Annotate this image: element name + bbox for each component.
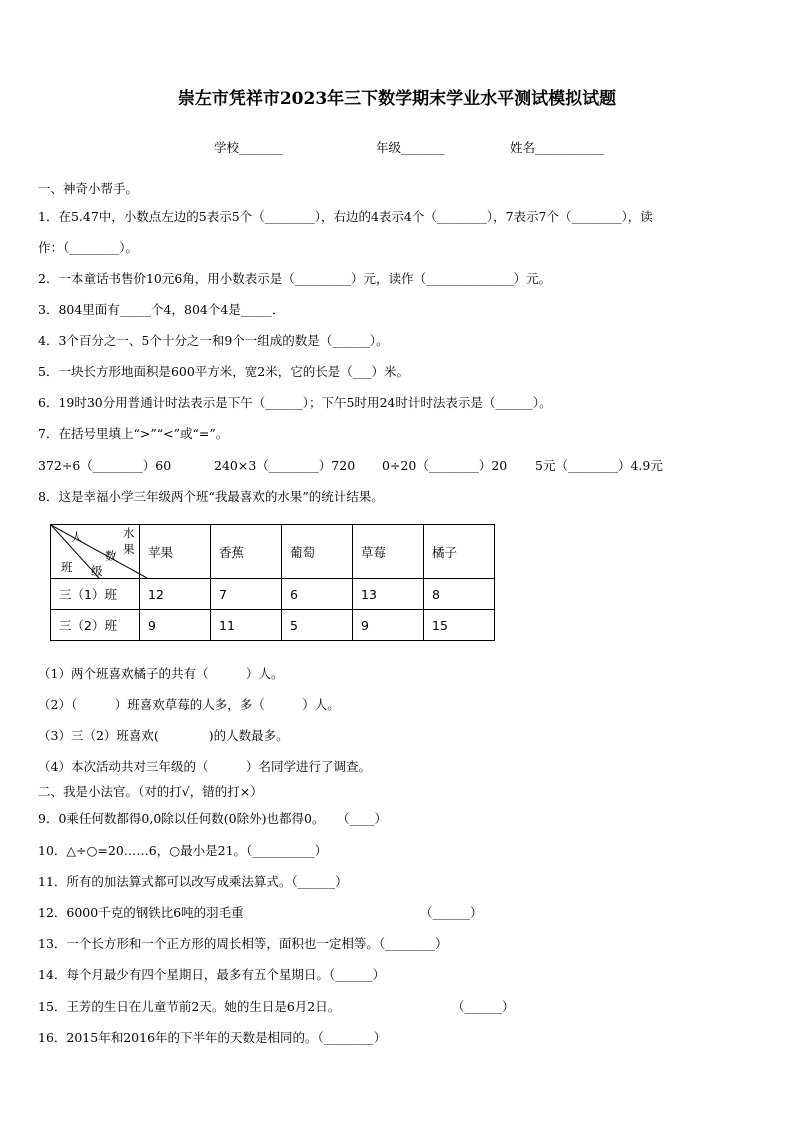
question-16: 16．2015年和2016年的下半年的天数是相同的。（________） xyxy=(38,1030,387,1045)
table-cell: 13 xyxy=(353,579,424,610)
table-header-cell: 葡萄 xyxy=(282,525,353,579)
table-cell: 6 xyxy=(282,579,353,610)
table-header-cell: 香蕉 xyxy=(211,525,282,579)
question-7-item: 240×3（________）720 xyxy=(214,458,356,473)
question-2: 2．一本童话书售价10元6角，用小数表示是（_________）元，读作（______________）元。 xyxy=(38,271,552,286)
question-8-sub: （2）（ ）班喜欢草莓的人多，多（ ）人。 xyxy=(38,697,340,712)
table-cell: 5 xyxy=(282,610,353,641)
question-8: 8．这是幸福小学三年级两个班“我最喜欢的水果”的统计结果。 xyxy=(38,489,384,504)
question-7-item: 0÷20（________）20 xyxy=(382,458,508,473)
table-cell: 9 xyxy=(353,610,424,641)
table-cell: 8 xyxy=(424,579,495,610)
question-4: 4．3个百分之一、5个十分之一和9个一组成的数是（______）。 xyxy=(38,333,389,348)
table-cell: 12 xyxy=(140,579,211,610)
table-cell: 7 xyxy=(211,579,282,610)
corner-label: 班 xyxy=(61,560,73,574)
table-header-cell: 橘子 xyxy=(424,525,495,579)
page-title: 崇左市凭祥市2023年三下数学期末学业水平测试模拟试题 xyxy=(177,89,617,109)
question-11: 11．所有的加法算式都可以改写成乘法算式。（______） xyxy=(38,874,348,889)
table-row-label: 三（2）班 xyxy=(51,610,140,641)
table-cell: 15 xyxy=(424,610,495,641)
grade-field: 年级_______ xyxy=(376,140,445,155)
corner-label: 级 xyxy=(91,564,103,578)
school-field: 学校_______ xyxy=(214,140,283,155)
question-9: 9．0乘任何数都得0,0除以任何数(0除外)也都得0。 （____） xyxy=(38,811,387,826)
question-15: 15．王芳的生日在儿童节前2天。她的生日是6月2日。 xyxy=(38,999,341,1014)
corner-label: 人 xyxy=(71,530,83,544)
question-8-sub: （3）三（2）班喜欢( )的人数最多。 xyxy=(38,728,289,743)
question-8-sub: （4）本次活动共对三年级的（ ）名同学进行了调查。 xyxy=(38,759,371,774)
section-1-heading: 一、神奇小帮手。 xyxy=(38,181,139,196)
table-cell: 9 xyxy=(140,610,211,641)
question-14: 14．每个月最少有四个星期日，最多有五个星期日。（______） xyxy=(38,967,386,982)
question-7-item: 372÷6（________）60 xyxy=(38,458,172,473)
corner-label: 水 xyxy=(123,526,135,540)
question-3: 3．804里面有_____个4，804个4是_____． xyxy=(38,302,285,317)
question-15-blank: （______） xyxy=(452,999,515,1014)
fruit-statistics-table xyxy=(50,524,495,641)
table-corner-cell xyxy=(51,525,140,579)
corner-label: 果 xyxy=(123,542,135,556)
question-5: 5．一块长方形地面积是600平方米，宽2米，它的长是（___）米。 xyxy=(38,364,410,379)
question-8-sub: （1）两个班喜欢橘子的共有（ ）人。 xyxy=(38,666,284,681)
question-7-item: 5元（________）4.9元 xyxy=(535,458,663,473)
section-2-heading: 二、我是小法官。（对的打√，错的打×） xyxy=(38,784,263,799)
question-1-line1: 1．在5.47中，小数点左边的5表示5个（________），右边的4表示4个（________），7表示7个（________），读 xyxy=(38,209,653,224)
question-12: 12．6000千克的钢铁比6吨的羽毛重 xyxy=(38,905,244,920)
question-12-blank: （______） xyxy=(420,905,483,920)
name-field: 姓名___________ xyxy=(510,140,604,155)
question-13: 13．一个长方形和一个正方形的周长相等，面积也一定相等。（________） xyxy=(38,936,448,951)
corner-label: 数 xyxy=(105,549,117,563)
table-cell: 11 xyxy=(211,610,282,641)
table-header-cell: 草莓 xyxy=(353,525,424,579)
table-row xyxy=(51,579,495,610)
question-1-line2: 作：（________）。 xyxy=(38,240,139,255)
question-7: 7．在括号里填上“>”“<”或“=”。 xyxy=(38,426,229,441)
question-6: 6．19时30分用普通计时法表示是下午（______）；下午5时用24时计时法表示是（______）。 xyxy=(38,395,552,410)
table-row-label: 三（1）班 xyxy=(51,579,140,610)
table-row xyxy=(51,610,495,641)
table-header-row xyxy=(51,525,495,579)
question-10: 10．△÷○=20……6，○最小是21。（__________） xyxy=(38,843,328,858)
table-header-cell: 苹果 xyxy=(140,525,211,579)
